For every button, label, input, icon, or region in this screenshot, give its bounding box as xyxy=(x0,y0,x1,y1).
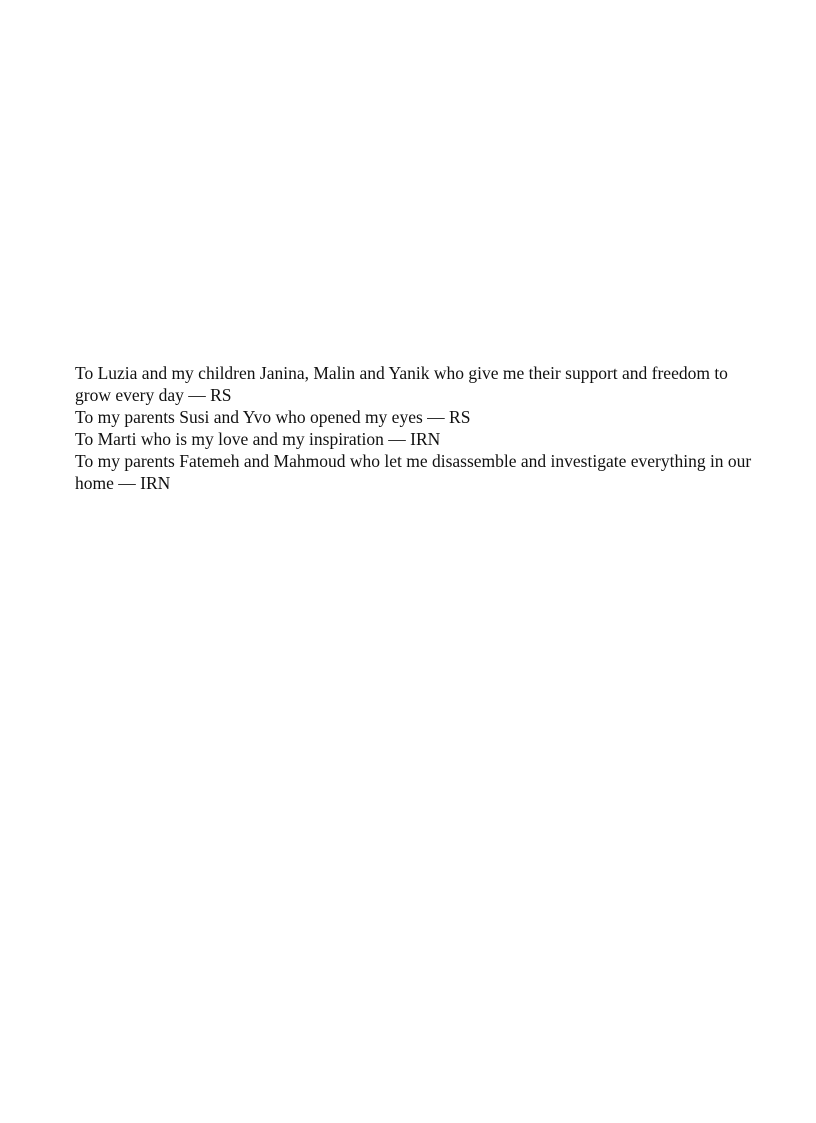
dedication-line-marti: To Marti who is my love and my inspiration — IRN xyxy=(75,429,441,449)
dedication-line-luzia: To Luzia and my children Janina, Malin and Yanik who give me their support and freedom to grow every day — RS xyxy=(75,363,728,405)
dedication-block xyxy=(75,362,755,494)
dedication-line-susi-yvo: To my parents Susi and Yvo who opened my eyes — RS xyxy=(75,407,471,427)
dedication-line-fatemeh-mahmoud: To my parents Fatemeh and Mahmoud who let me disassemble and investigate everything in our home — IRN xyxy=(75,451,752,493)
